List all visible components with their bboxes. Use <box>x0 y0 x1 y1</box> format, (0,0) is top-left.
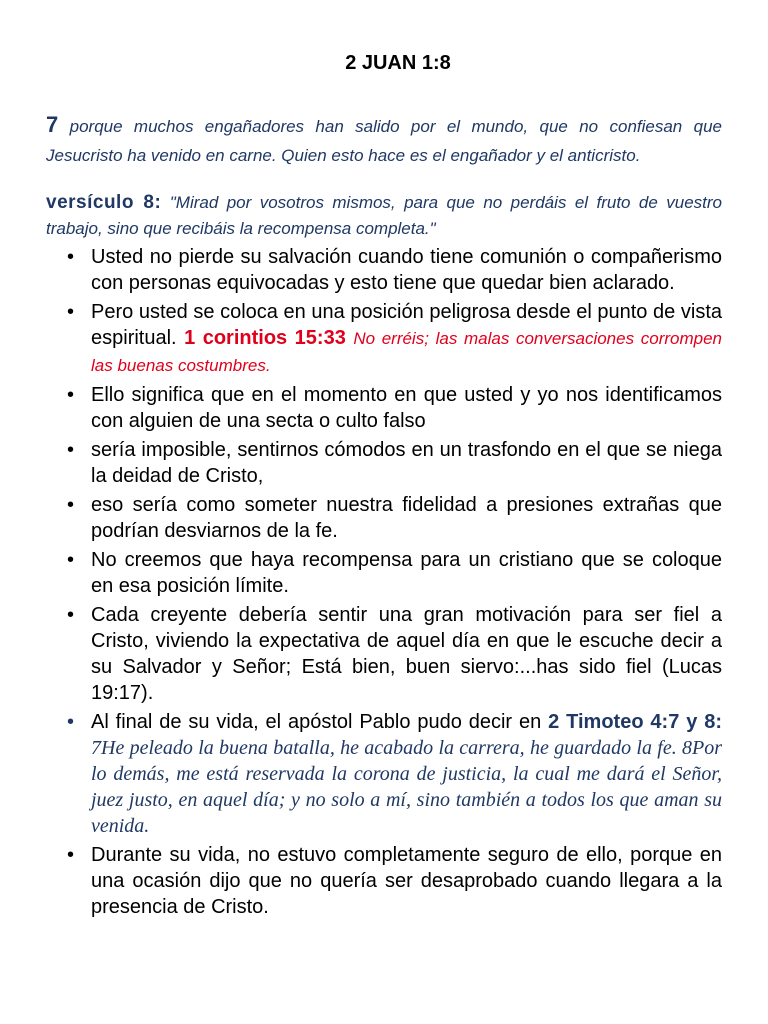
verse-8-paragraph <box>46 190 722 242</box>
bullet-icon: • <box>67 494 75 516</box>
bullet-icon: • <box>67 439 75 461</box>
verse-7-text: porque muchos engañadores han salido por el mundo, que no confiesan que Jesucristo ha venido en carne. Quien esto hace es el engañador y el anticristo. <box>46 117 722 165</box>
bullet-icon: • <box>67 604 75 626</box>
scripture-reference: 2 Timoteo 4:7 y 8: <box>548 711 723 733</box>
bullet-icon: • <box>67 384 75 406</box>
bullet-list <box>46 244 722 920</box>
list-item-text: eso sería como someter nuestra fidelidad a presiones extrañas que podrían desviarnos de la fe. <box>91 494 722 542</box>
list-item <box>46 299 722 379</box>
bullet-icon: • <box>67 549 75 571</box>
bullet-icon: • <box>67 711 75 733</box>
bullet-icon: • <box>67 844 75 866</box>
list-item-text: sería imposible, sentirnos cómodos en un trasfondo en el que se niega la deidad de Cristo, <box>91 439 722 487</box>
list-item-text: Ello significa que en el momento en que usted y yo nos identificamos con alguien de una secta o culto falso <box>91 384 722 432</box>
bullet-icon: • <box>67 301 75 323</box>
list-item <box>46 842 722 920</box>
list-item-text: Usted no pierde su salvación cuando tiene comunión o compañerismo con personas equivocadas y esto tiene que quedar bien aclarado. <box>91 246 722 294</box>
list-item <box>46 437 722 489</box>
list-item-text: Cada creyente debería sentir una gran motivación para ser fiel a Cristo, viviendo la expectativa de aquel día en que le escuche decir a su Salvador y Señor; Está bien, buen siervo:...has sido fiel (Lucas 19:17). <box>91 604 722 704</box>
list-item-text: Pero usted se coloca en una posición peligrosa desde el punto de vista espiritual. <box>91 301 722 349</box>
scripture-quote: No erréis; las malas conversaciones corrompen las buenas costumbres. <box>91 329 722 375</box>
verse-8-quote: "Mirad por vosotros mismos, para que no perdáis el fruto de vuestro trabajo, sino que recibáis la recompensa completa." <box>46 193 722 238</box>
scripture-quote: 7He peleado la buena batalla, he acabado la carrera, he guardado la fe. 8Por lo demás, me está reservada la corona de justicia, la cual me dará el Señor, juez justo, en aquel día; y no solo a mí, sino también a todos los que aman su venida. <box>91 737 722 837</box>
verse-7-paragraph <box>46 110 722 170</box>
list-item-text: Al final de su vida, el apóstol Pablo pudo decir en <box>91 711 542 733</box>
verse-7-number: 7 <box>46 112 59 137</box>
list-item-text: No creemos que haya recompensa para un cristiano que se coloque en esa posición límite. <box>91 549 722 597</box>
page-title: 2 JUAN 1:8 <box>345 52 451 74</box>
scripture-reference: 1 corintios 15:33 <box>184 327 346 349</box>
list-item <box>46 709 722 839</box>
list-item <box>46 547 722 599</box>
bullet-icon: • <box>67 246 75 268</box>
list-item <box>46 492 722 544</box>
list-item-text: Durante su vida, no estuvo completamente seguro de ello, porque en una ocasión dijo que no quería ser desaprobado cuando llegara a la presencia de Cristo. <box>91 844 722 918</box>
list-item <box>46 244 722 296</box>
list-item <box>46 382 722 434</box>
verse-8-label: versículo 8: <box>46 192 162 213</box>
list-item <box>46 602 722 706</box>
